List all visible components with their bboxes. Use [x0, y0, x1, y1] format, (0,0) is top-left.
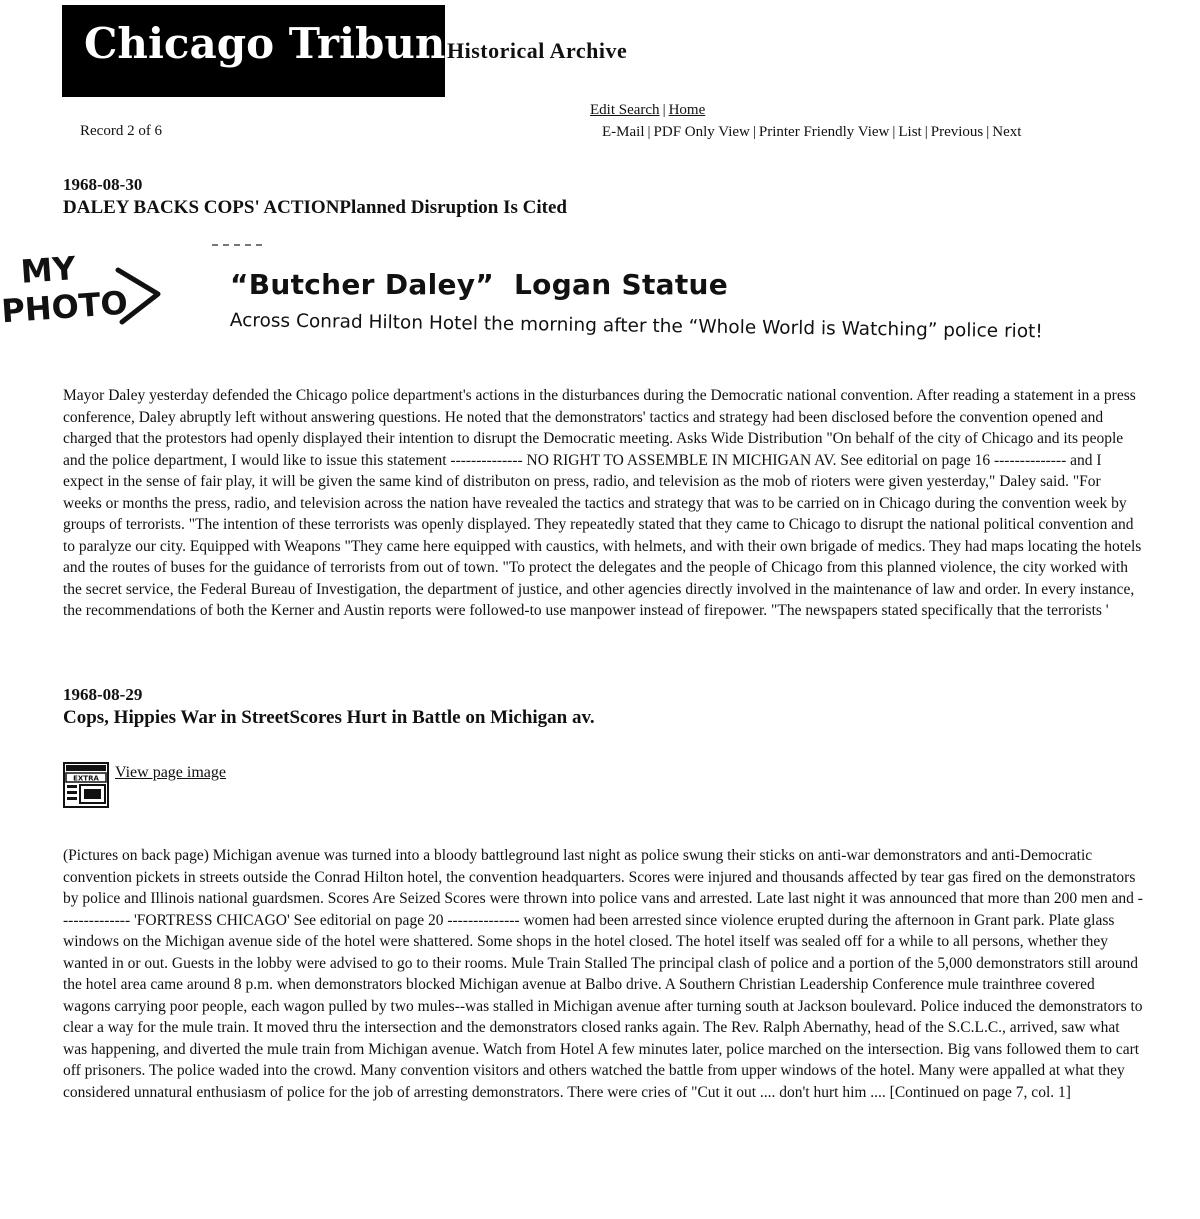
photo-title-part: “Butcher Daley”	[230, 268, 495, 301]
list-link[interactable]: List	[898, 124, 922, 140]
home-link[interactable]: Home	[668, 102, 706, 118]
view-page-image-link[interactable]: View page image	[115, 764, 226, 781]
handwritten-line: MY	[19, 249, 77, 291]
article-body: Mayor Daley yesterday defended the Chicago police department's actions in the disturbances during the Democratic national convention. After reading a statement in a press conference, Daley abruptly left without answering questions. He noted that the demonstrators' tactics and strategy had been disclosed before the convention opened and charged that the protestors had openly displayed their intention to disrupt the Democratic meeting. Asks Wide Distribution "On behalf of the city of Chicago and its people and the police department, I would like to issue this statement -------------- NO RIGHT TO ASSEMBLE IN MICHIGAN AV. See editorial on page 16 -------------- and I expect in the sense of fair play, it will be given the same kind of distributon on press, radio, and television as the mob of rioters were given yesterday," Daley said. "For weeks or months the press, radio, and television across the nation have revealed the tactics and strategy that was to be carried on in Chicago during the convention week by groups of terrorists. "The intention of these terrorists was openly displayed. They repeatedly stated that they came to Chicago to disrupt the national political convention and to paralyze our city. Equipped with Weapons "They came here equipped with caustics, with helmets, and with their own brigade of medics. They had maps locating the hotels and the routes of buses for the guidance of terrorists from out of town. "To protect the delegates and the people of Chicago from this planned violence, the city worked with the secret service, the Federal Bureau of Investigation, the department of justice, and other agencies directly involved in the maintenance of law and order. In every instance, the recommendations of both the Kerner and Austin reports were followed-to use manpower instead of firepower. "The newspapers stated specifically that the terrorists '	[63, 387, 1142, 619]
chicago-tribune-logo	[62, 5, 473, 97]
handwritten-arrow-icon	[112, 264, 164, 330]
article-date: 1968-08-29	[63, 685, 143, 704]
page-image-icon[interactable]	[63, 762, 109, 808]
historical-archive-label: Historical Archive	[447, 38, 628, 63]
record-nav-links	[602, 124, 1021, 141]
photo-caption-title	[230, 268, 728, 301]
article-headline: Cops, Hippies War in StreetScores Hurt in Battle on Michigan av.	[63, 707, 595, 728]
record-count: Record 2 of 6	[80, 123, 163, 139]
printer-friendly-view-link[interactable]: Printer Friendly View	[758, 124, 890, 140]
handwritten-line: PHOTO	[0, 283, 129, 331]
dashed-mark	[212, 244, 262, 246]
photo-title-part: Logan Statue	[514, 268, 729, 301]
separator: |	[986, 124, 990, 140]
next-link[interactable]: Next	[992, 124, 1022, 140]
email-link[interactable]: E-Mail	[602, 124, 645, 140]
top-links	[590, 102, 705, 119]
handwritten-note	[0, 246, 129, 331]
separator: |	[752, 124, 756, 140]
separator: |	[924, 124, 928, 140]
separator: |	[647, 124, 651, 140]
photo-caption-subtitle: Across Conrad Hilton Hotel the morning after the “Whole World is Watching” police riot!	[229, 310, 1043, 343]
previous-link[interactable]: Previous	[930, 124, 984, 140]
article-body: (Pictures on back page) Michigan avenue was turned into a bloody battleground last night as police swung their sticks on anti-war demonstrators and anti-Democratic convention pickets in streets outside the Conrad Hilton hotel, the convention headquarters. Scores were injured and thousands affected by tear gas fired on the demonstrators by police and Illinois national guardsmen. Scores Are Seized Scores were thrown into police vans and arrested. Late last night it was announced that more than 200 men and -------------- 'FORTRESS CHICAGO' See editorial on page 20 -------------- women had been arrested since violence erupted during the afternoon in Grant park. Plate glass windows on the Michigan avenue side of the hotel were shattered. Some shops in the hotel closed. The hotel itself was sealed off for a while to all persons, whether they wanted in or out. Guests in the lobby were advised to go to their rooms. Mule Train Stalled The principal clash of police and a portion of the 5,000 demonstrators still around the hotel area came around 8 p.m. when demonstrators blocked Michigan avenue at Balbo drive. A Southern Christian Leadership Conference mule trainthree covered wagons carrying poor people, each wagon pulled by two mules--was stalled in Michigan avenue after turning south at Jackson boulevard. Police induced the demonstrators to clear a way for the mule train. It moved thru the intersection and the demonstrators closed ranks again. The Rev. Ralph Abernathy, head of the S.C.L.C., arrived, saw what was happening, and diverted the mule train from Michigan avenue. Watch from Hotel A few minutes later, police marched on the intersection. Big vans followed them to cart off prisoners. The police waded into the crowd. Many convention visitors and others watched the battle from upper windows of the hotel. Many were appalled at what they considered unnatural enthusiasm of police for the job of arresting demonstrators. There were cries of "Cut it out .... don't hurt him .... [Continued on page 7, col. 1]	[63, 847, 1143, 1101]
pdf-only-view-link[interactable]: PDF Only View	[653, 124, 750, 140]
article-date: 1968-08-30	[63, 175, 143, 194]
icon-label: EXTRA	[73, 774, 99, 783]
separator: |	[662, 102, 666, 118]
article-headline: DALEY BACKS COPS' ACTIONPlanned Disruption Is Cited	[63, 197, 567, 218]
separator: |	[892, 124, 896, 140]
edit-search-link[interactable]: Edit Search	[590, 102, 660, 118]
logo-text: Chicago Tribune	[84, 19, 473, 68]
